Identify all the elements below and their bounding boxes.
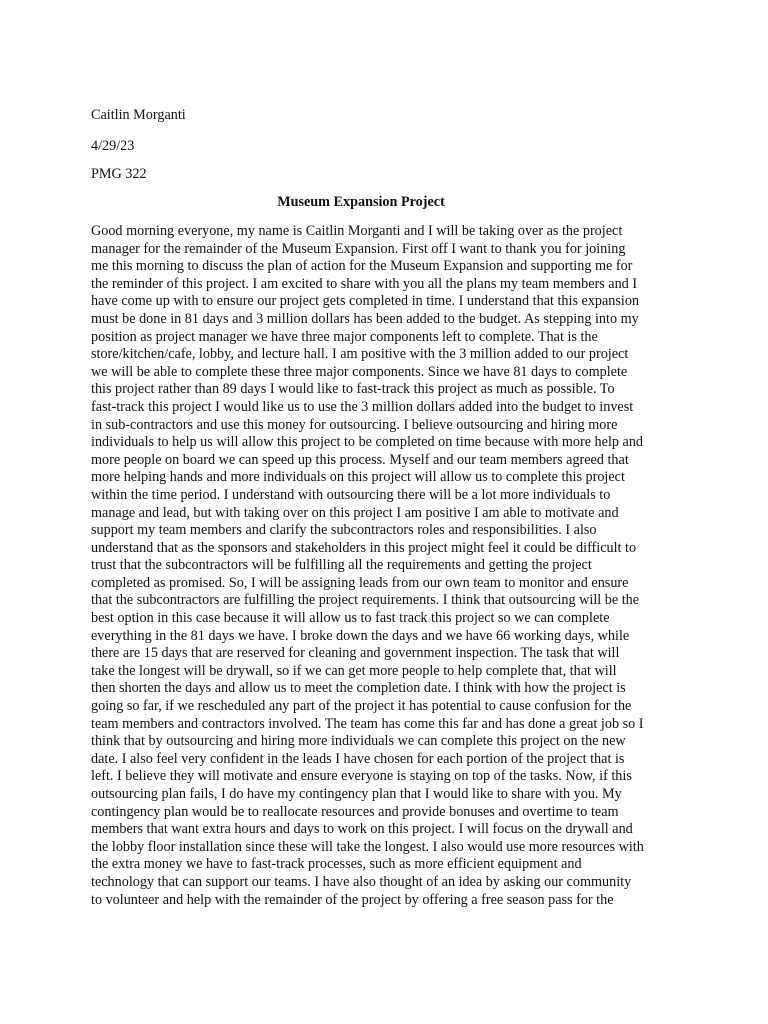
body-line: the extra money we have to fast-track processes, such as more efficient equipment and xyxy=(91,856,582,873)
body-line: contingency plan would be to reallocate resources and provide bonuses and overtime to team xyxy=(91,803,619,820)
body-line: in sub-contractors and use this money for outsourcing. I believe outsourcing and hiring more xyxy=(91,416,618,433)
body-line: everything in the 81 days we have. I broke down the days and we have 66 working days, while xyxy=(91,627,630,644)
body-line: team members and contractors involved. The team has come this far and has done a great job so I xyxy=(91,715,644,732)
body-line: position as project manager we have three major components left to complete. That is the xyxy=(91,328,598,345)
body-line: date. I also feel very confident in the leads I have chosen for each portion of the project that is xyxy=(91,750,625,767)
body-line: within the time period. I understand with outsourcing there will be a lot more individuals to xyxy=(91,486,611,503)
body-line: manage and lead, but with taking over on this project I am positive I am able to motivate and xyxy=(91,504,619,521)
body-line: the reminder of this project. I am excited to share with you all the plans my team members and I xyxy=(91,275,638,292)
body-line: take the longest will be drywall, so if we can get more people to help complete that, that will xyxy=(91,662,617,679)
body-line: individuals to help us will allow this project to be completed on time because with more help and xyxy=(91,434,644,451)
body-line: more helping hands and more individuals on this project will allow us to complete this project xyxy=(91,469,625,486)
body-line: support my team members and clarify the subcontractors roles and responsibilities. I also xyxy=(91,522,597,539)
body-line: think that by outsourcing and hiring more individuals we can complete this project on the new xyxy=(91,733,626,750)
body-line: technology that can support our teams. I have also thought of an idea by asking our community xyxy=(91,873,632,890)
body-line: to volunteer and help with the remainder of the project by offering a free season pass for the xyxy=(91,891,614,908)
body-line: outsourcing plan fails, I do have my contingency plan that I would like to share with you. My xyxy=(91,786,622,802)
author-name: Caitlin Morganti xyxy=(91,107,186,123)
body-paragraph xyxy=(91,223,711,909)
body-line: manager for the remainder of the Museum Expansion. First off I want to thank you for joining xyxy=(91,240,626,257)
body-line: best option in this case because it will allow us to fast track this project so we can complete xyxy=(91,610,610,627)
body-line: that the subcontractors are fulfilling the project requirements. I think that outsourcing will be the xyxy=(91,592,640,609)
document-date: 4/29/23 xyxy=(91,138,135,154)
body-line: fast-track this project I would like us to use the 3 million dollars added into the budget to invest xyxy=(91,398,634,415)
body-line: this project rather than 89 days I would like to fast-track this project as much as possible. To xyxy=(91,381,615,398)
body-line: completed as promised. So, I will be assigning leads from our own team to monitor and ensure xyxy=(91,574,629,591)
body-line: understand that as the sponsors and stakeholders in this project might feel it could be difficult to xyxy=(91,539,637,556)
body-line: members that want extra hours and days to work on this project. I will focus on the drywall and xyxy=(91,821,633,838)
body-line: then shorten the days and allow us to meet the completion date. I think with how the project is xyxy=(91,680,626,697)
body-line: me this morning to discuss the plan of action for the Museum Expansion and supporting me for xyxy=(91,258,633,275)
body-line: the lobby floor installation since these will take the longest. I also would use more resources with xyxy=(91,838,644,855)
body-line: Good morning everyone, my name is Caitlin Morganti and I will be taking over as the project xyxy=(91,223,623,239)
document-title: Museum Expansion Project xyxy=(277,194,445,210)
body-line: have come up with to ensure our project gets completed in time. I understand that this expansion xyxy=(91,293,640,310)
body-line: going so far, if we rescheduled any part of the project it has potential to cause confusion for the xyxy=(91,698,632,715)
course-code: PMG 322 xyxy=(91,166,147,182)
body-line: trust that the subcontractors will be fulfilling all the requirements and getting the project xyxy=(91,557,592,574)
body-line: store/kitchen/cafe, lobby, and lecture hall. I am positive with the 3 million added to our project xyxy=(91,346,629,363)
body-line: more people on board we can speed up this process. Myself and our team members agreed that xyxy=(91,451,629,468)
body-line: there are 15 days that are reserved for cleaning and government inspection. The task that will xyxy=(91,645,620,662)
body-line: must be done in 81 days and 3 million dollars has been added to the budget. As stepping into my xyxy=(91,310,639,327)
body-line: we will be able to complete these three major components. Since we have 81 days to complete xyxy=(91,363,628,380)
body-line: left. I believe they will motivate and ensure everyone is staying on top of the tasks. Now, if this xyxy=(91,768,632,785)
